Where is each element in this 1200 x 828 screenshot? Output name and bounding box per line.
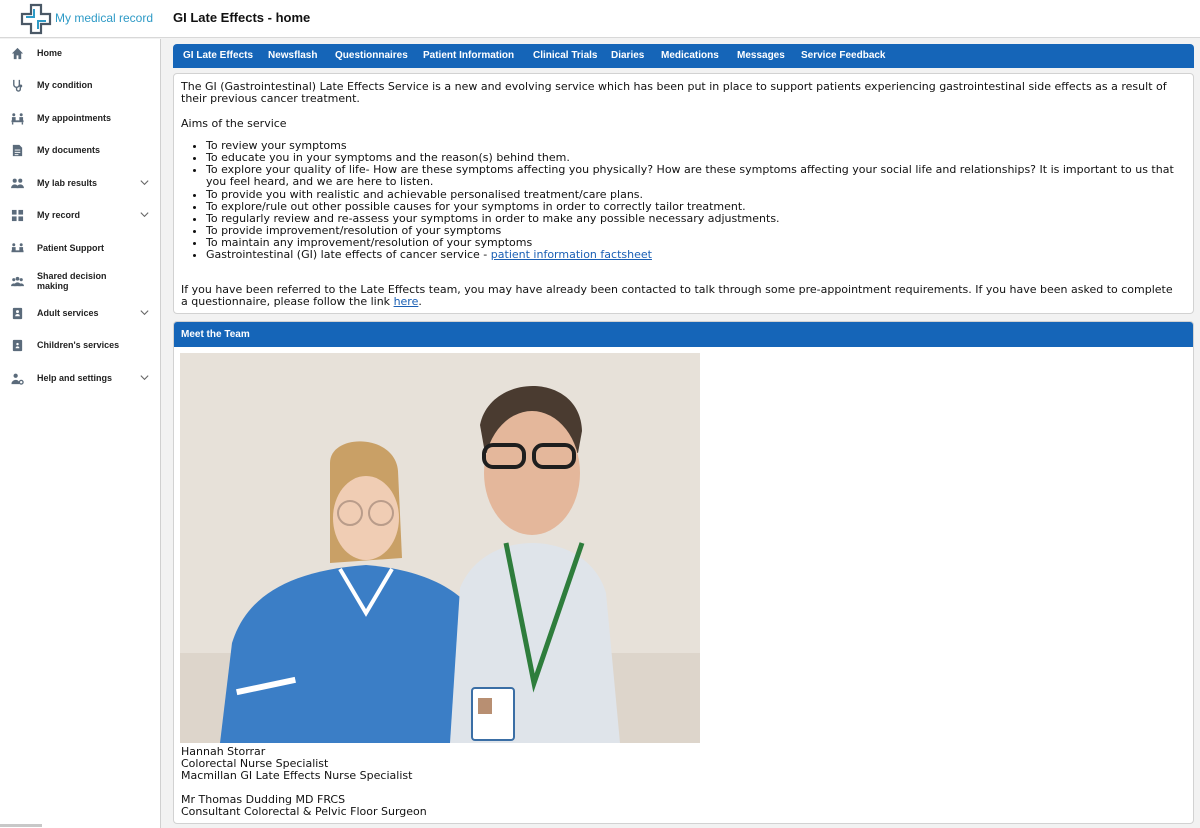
horizontal-scrollbar[interactable]	[0, 824, 42, 827]
sidebar-item-label: My record	[37, 210, 81, 220]
aims-heading: Aims of the service	[181, 117, 287, 130]
tab-gi-late-effects[interactable]: GI Late Effects	[183, 50, 254, 61]
chevron-down-icon[interactable]	[139, 177, 150, 188]
team-member-role: Colorectal Nurse Specialist	[181, 757, 329, 771]
panel-header	[174, 322, 1194, 347]
sidebar-item-label: Shared decision making	[37, 271, 107, 291]
sidebar-item-my-documents[interactable]	[0, 136, 160, 166]
sidebar-item-help-and-settings[interactable]	[0, 364, 160, 394]
team-member-role: Macmillan GI Late Effects Nurse Specialist	[181, 769, 413, 783]
group-icon	[11, 275, 24, 288]
list-item: • To regularly review and re-assess your symptoms in order to make any possible necessary adjustments.	[206, 213, 1191, 225]
team-member-name: Mr Thomas Dudding MD FRCS	[181, 793, 346, 806]
sidebar-item-my-condition[interactable]	[0, 71, 160, 101]
team-photo	[180, 353, 700, 743]
intro-paragraph: The GI (Gastrointestinal) Late Effects Service is a new and evolving service which has been put in place to support patients experiencing gastrointestinal side effects as a result of their previous cancer treatment.	[181, 80, 1167, 105]
aims-list	[206, 140, 1191, 262]
list-item: • To provide improvement/resolution of your symptoms	[206, 225, 1191, 237]
sidebar-item-label: My documents	[37, 145, 101, 155]
medical-cross-logo-icon[interactable]	[20, 3, 52, 35]
stethoscope-icon	[11, 79, 24, 92]
tab-diaries[interactable]: Diaries	[611, 50, 645, 61]
factsheet-prefix: Gastrointestinal (GI) late effects of cancer service -	[206, 248, 491, 262]
top-bar	[0, 0, 1200, 38]
tab-clinical-trials[interactable]: Clinical Trials	[533, 50, 598, 61]
team-member-role: Consultant Colorectal & Pelvic Floor Surgeon	[181, 805, 427, 819]
list-item	[206, 249, 1191, 261]
sidebar-item-shared-decision-making[interactable]	[0, 265, 160, 299]
sidebar-item-label: Adult services	[37, 308, 99, 318]
waiting-room-icon	[11, 112, 24, 125]
list-item: • To maintain any improvement/resolution of your symptoms	[206, 237, 1191, 249]
sidebar-item-patient-support[interactable]	[0, 234, 160, 264]
list-item: • To review your symptoms	[206, 140, 1191, 152]
tab-medications[interactable]: Medications	[661, 50, 719, 61]
sidebar-item-label: Patient Support	[37, 243, 104, 253]
child-book-icon	[11, 339, 24, 352]
sidebar-item-childrens-services[interactable]	[0, 331, 160, 361]
sidebar-item-my-appointments[interactable]	[0, 104, 160, 134]
support-icon	[11, 242, 24, 255]
user-settings-icon	[11, 372, 24, 385]
grid-icon	[11, 209, 24, 222]
document-icon	[11, 144, 24, 157]
chevron-down-icon[interactable]	[139, 372, 150, 383]
team-member-caption	[181, 746, 412, 783]
sidebar-item-my-record[interactable]	[0, 201, 160, 231]
chevron-down-icon[interactable]	[139, 209, 150, 220]
meet-the-team-panel	[173, 321, 1194, 824]
tab-newsflash[interactable]: Newsflash	[268, 50, 318, 61]
tab-patient-information[interactable]: Patient Information	[423, 50, 515, 61]
tab-messages[interactable]: Messages	[737, 50, 785, 61]
referral-paragraph	[181, 284, 1181, 308]
referral-end: .	[418, 295, 422, 308]
tab-questionnaires[interactable]: Questionnaires	[335, 50, 408, 61]
home-icon	[11, 47, 24, 60]
tab-bar	[173, 44, 1194, 68]
people-icon	[11, 177, 24, 190]
page-title: GI Late Effects - home	[173, 10, 311, 25]
tab-service-feedback[interactable]: Service Feedback	[801, 50, 886, 61]
questionnaire-link[interactable]: here	[393, 295, 419, 308]
sidebar	[0, 39, 161, 828]
team-member-name: Hannah Storrar	[181, 745, 266, 758]
sidebar-item-home[interactable]	[0, 39, 160, 69]
service-intro-panel	[173, 73, 1194, 314]
sidebar-item-label: My condition	[37, 80, 93, 90]
sidebar-item-label: Help and settings	[37, 373, 113, 383]
app-name[interactable]: My medical record	[55, 11, 154, 25]
panel-title: Meet the Team	[181, 329, 250, 340]
sidebar-item-label: Children's services	[37, 340, 120, 350]
list-item: • To educate you in your symptoms and the reason(s) behind them.	[206, 152, 1191, 164]
list-item: • To explore/rule out other possible causes for your symptoms in order to correctly tailor treatment.	[206, 201, 1191, 213]
sidebar-item-my-lab-results[interactable]	[0, 169, 160, 199]
sidebar-item-label: My appointments	[37, 113, 112, 123]
chevron-down-icon[interactable]	[139, 307, 150, 318]
referral-text: If you have been referred to the Late Effects team, you may have already been contacted to talk through some pre-appointment requirements. If you have been asked to complete a questionnaire, please follow the link	[181, 283, 1173, 308]
factsheet-link[interactable]: patient information factsheet	[490, 248, 652, 262]
list-item: • To explore your quality of life- How are these symptoms affecting you physically? How are these symptoms affecting your social life and relationships? It is important to us that you feel heard, and we are here to listen.	[206, 164, 1191, 188]
sidebar-item-label: Home	[37, 48, 63, 58]
sidebar-item-adult-services[interactable]	[0, 299, 160, 329]
sidebar-item-label: My lab results	[37, 178, 98, 188]
list-item: • To provide you with realistic and achievable personalised treatment/care plans.	[206, 189, 1191, 201]
team-member-caption	[181, 794, 427, 818]
adult-book-icon	[11, 307, 24, 320]
